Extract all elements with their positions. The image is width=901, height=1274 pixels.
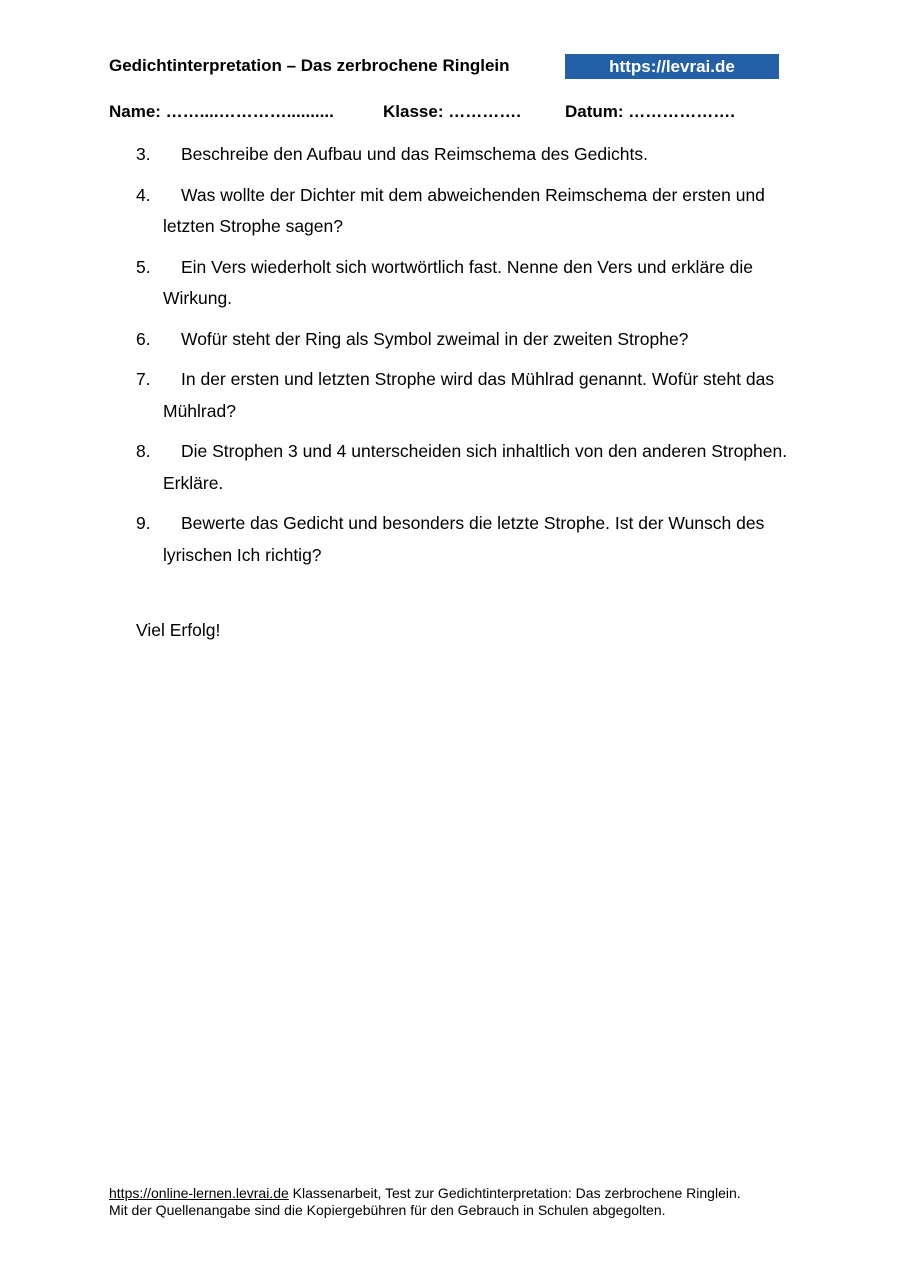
footer-line-2: Mit der Quellenangabe sind die Kopiergebühren für den Gebrauch in Schulen abgegolten. <box>109 1202 666 1218</box>
page-title: Gedichtinterpretation – Das zerbrochene Ringlein <box>109 56 510 75</box>
question-number: 3. <box>136 144 151 164</box>
question-list <box>136 139 806 580</box>
question-item <box>136 364 806 427</box>
footer-line-1 <box>109 1185 809 1202</box>
question-text: Beschreibe den Aufbau und das Reimschema des Gedichts. <box>181 144 648 164</box>
question-text: Ein Vers wiederholt sich wortwörtlich fast. Nenne den Vers und erkläre die Wirkung. <box>163 256 753 308</box>
question-text: In der ersten und letzten Strophe wird das Mühlrad genannt. Wofür steht das Mühlrad? <box>163 369 775 421</box>
question-text: Was wollte der Dichter mit dem abweichenden Reimschema der ersten und letzten Strophe sagen? <box>163 184 765 236</box>
header-url-link[interactable]: https://levrai.de <box>565 54 779 79</box>
question-number: 8. <box>136 441 151 461</box>
question-number: 6. <box>136 328 151 349</box>
klasse-field: Klasse: …………. <box>383 102 521 121</box>
footer-source-link[interactable]: https://online-lernen.levrai.de <box>109 1185 289 1201</box>
closing-text: Viel Erfolg! <box>136 620 221 640</box>
question-text: Bewerte das Gedicht und besonders die letzte Strophe. Ist der Wunsch des lyrischen Ich richtig? <box>163 513 765 565</box>
question-item <box>136 324 806 356</box>
page-footer <box>109 1185 809 1219</box>
question-number: 9. <box>136 513 151 533</box>
question-item <box>136 508 806 571</box>
datum-field: Datum: ………………. <box>565 102 735 121</box>
question-item <box>136 180 806 243</box>
question-text: Die Strophen 3 und 4 unterscheiden sich inhaltlich von den anderen Strophen. Erkläre. <box>163 441 788 493</box>
name-field: Name: ……....………….......... <box>109 102 334 121</box>
question-text: Wofür steht der Ring als Symbol zweimal in der zweiten Strophe? <box>181 328 689 349</box>
question-item <box>136 139 806 171</box>
question-number: 7. <box>136 369 151 389</box>
footer-line-1-text: Klassenarbeit, Test zur Gedichtinterpretation: Das zerbrochene Ringlein. <box>288 1185 741 1201</box>
question-item <box>136 252 806 315</box>
question-number: 4. <box>136 184 151 205</box>
question-item <box>136 436 806 499</box>
question-number: 5. <box>136 256 151 277</box>
